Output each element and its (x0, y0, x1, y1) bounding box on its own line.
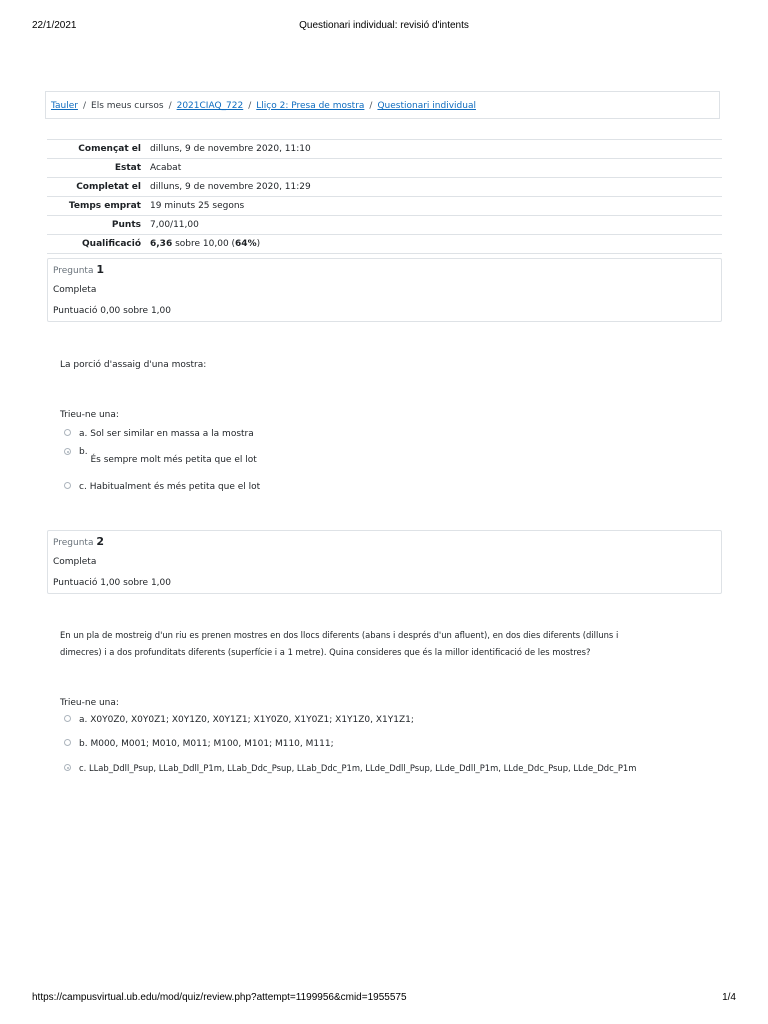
print-title: Questionari individual: revisió d'intents (299, 20, 469, 31)
summary-key: Començat el (47, 140, 150, 159)
summary-row-time-taken (47, 197, 722, 216)
question-state: Completa (53, 285, 97, 295)
grade-end: ) (256, 239, 261, 249)
summary-row-completed (47, 178, 722, 197)
option-text: És sempre molt més petita que el lot (90, 455, 257, 465)
question-text-line: dimecres) i a dos profunditats diferents (superfície i a 1 metre). Quina consideres que és la millor identificació de les mostres? (60, 647, 591, 657)
question-2-option-c[interactable] (64, 763, 636, 773)
question-number (53, 263, 104, 276)
grade-percent: 64% (235, 239, 257, 249)
breadcrumb (45, 91, 720, 119)
summary-row-state (47, 159, 722, 178)
question-2-prompt: Trieu-ne una: (60, 698, 119, 708)
summary-value: 7,00/11,00 (150, 216, 722, 235)
breadcrumb-separator: / (168, 101, 172, 111)
option-letter: c. (79, 482, 87, 492)
radio-button[interactable] (64, 715, 71, 722)
radio-button-selected[interactable] (64, 448, 71, 455)
radio-button[interactable] (64, 739, 71, 746)
question-1-text: La porció d'assaig d'una mostra: (60, 360, 207, 370)
radio-button[interactable] (64, 482, 71, 489)
summary-row-started (47, 140, 722, 159)
question-grade: Puntuació 1,00 sobre 1,00 (53, 578, 171, 588)
question-1-info (47, 258, 722, 322)
question-state: Completa (53, 557, 97, 567)
question-label: Pregunta (53, 266, 94, 276)
summary-key: Completat el (47, 178, 150, 197)
question-number (53, 535, 104, 548)
print-header (0, 20, 768, 34)
option-letter: b. (79, 447, 88, 457)
print-url: https://campusvirtual.ub.edu/mod/quiz/review.php?attempt=1199956&cmid=1955575 (32, 992, 407, 1003)
option-letter: b. (79, 739, 88, 749)
summary-value: dilluns, 9 de novembre 2020, 11:29 (150, 178, 722, 197)
summary-key: Qualificació (47, 235, 150, 254)
option-text: M000, M001; M010, M011; M100, M101; M110, M111; (90, 739, 334, 749)
option-letter: a. (79, 715, 88, 725)
radio-button[interactable] (64, 429, 71, 436)
question-grade: Puntuació 0,00 sobre 1,00 (53, 306, 171, 316)
question-1-option-c[interactable] (64, 482, 260, 492)
question-1-option-b[interactable] (64, 447, 257, 465)
question-label: Pregunta (53, 538, 94, 548)
question-2-text (60, 627, 618, 661)
summary-key: Estat (47, 159, 150, 178)
attempt-summary-table (47, 139, 722, 254)
question-2-option-b[interactable] (64, 739, 334, 749)
breadcrumb-separator: / (82, 101, 87, 111)
breadcrumb-item-courses: Els meus cursos (91, 101, 164, 111)
breadcrumb-link-tauler[interactable]: Tauler (51, 101, 78, 111)
summary-value: Acabat (150, 159, 722, 178)
breadcrumb-link-lesson[interactable]: Lliço 2: Presa de mostra (256, 101, 365, 111)
question-number-value: 1 (96, 263, 105, 276)
print-date: 22/1/2021 (32, 20, 77, 31)
summary-row-grade (47, 235, 722, 254)
option-letter: c. (79, 763, 87, 773)
question-2-info (47, 530, 722, 594)
print-footer (0, 992, 768, 1006)
summary-key: Temps emprat (47, 197, 150, 216)
grade-score: 6,36 (150, 239, 173, 249)
summary-value: dilluns, 9 de novembre 2020, 11:10 (150, 140, 722, 159)
breadcrumb-separator: / (369, 101, 373, 111)
question-text-line: En un pla de mostreig d'un riu es prenen mostres en dos llocs diferents (abans i després d'un afluent), en dos dies diferents (dilluns i (60, 630, 619, 640)
option-letter: a. (79, 429, 88, 439)
radio-button-selected[interactable] (64, 764, 71, 771)
question-2-option-a[interactable] (64, 715, 414, 725)
option-text: LLab_Ddll_Psup, LLab_Ddll_P1m, LLab_Ddc_Psup, LLab_Ddc_P1m, LLde_Ddll_Psup, LLde_Ddll_P1m, LLde_Ddc_Psup, LLde_Ddc_P1m (88, 763, 637, 773)
question-number-value: 2 (96, 535, 105, 548)
print-page-number: 1/4 (722, 992, 736, 1003)
option-text: X0Y0Z0, X0Y0Z1; X0Y1Z0, X0Y1Z1; X1Y0Z0, X1Y0Z1; X1Y1Z0, X1Y1Z1; (90, 715, 414, 725)
breadcrumb-link-course[interactable]: 2021CIAQ_722 (176, 101, 244, 111)
breadcrumb-separator: / (248, 101, 252, 111)
option-text: Sol ser similar en massa a la mostra (90, 429, 254, 439)
summary-grade-value (150, 235, 722, 254)
grade-middle: sobre 10,00 ( (175, 239, 236, 249)
summary-key: Punts (47, 216, 150, 235)
summary-value: 19 minuts 25 segons (150, 197, 722, 216)
option-text: Habitualment és més petita que el lot (89, 482, 261, 492)
breadcrumb-link-quiz[interactable]: Questionari individual (377, 101, 476, 111)
question-1-prompt: Trieu-ne una: (60, 410, 119, 420)
summary-row-marks (47, 216, 722, 235)
question-1-option-a[interactable] (64, 429, 254, 439)
